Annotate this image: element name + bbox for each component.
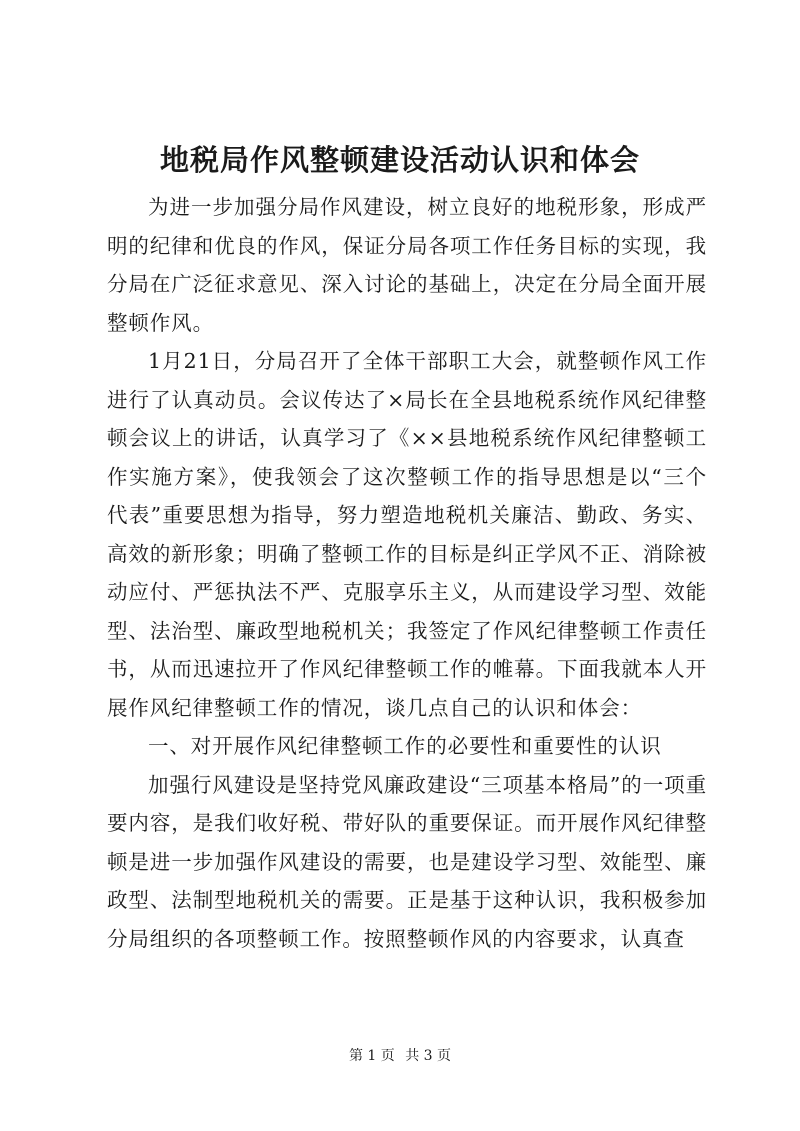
page-number: 第 1 页 [348,1048,395,1064]
document-body [107,188,707,958]
section-heading-1: 一、对开展作风纪律整顿工作的必要性和重要性的认识 [148,734,662,758]
page-footer [0,1046,800,1066]
page-total: 共 3 页 [405,1048,452,1064]
document-title: 地税局作风整顿建设活动认识和体会 [159,143,640,177]
paragraph-intro: 为进一步加强分局作风建设，树立良好的地税形象，形成严明的纪律和优良的作风，保证分局各项工作任务目标的实现，我分局在广泛征求意见、深入讨论的基础上，决定在分局全面开展整顿作风。 [107,195,707,335]
paragraph-meeting: 1月21日，分局召开了全体干部职工大会，就整顿作风工作进行了认真动员。会议传达了×局长在全县地税系统作风纪律整顿会议上的讲话，认真学习了《××县地税系统作风纪律整顿工作实施方案》，使我领会了这次整顿工作的指导思想是以“三个代表”重要思想为指导，努力塑造地税机关廉洁、勤政、务实、高效的新形象；明确了整顿工作的目标是纠正学风不正、消除被动应付、严惩执法不严、克服享乐主义，从而建设学习型、效能型、法治型、廉政型地税机关；我签定了作风纪律整顿工作责任书，从而迅速拉开了作风纪律整顿工作的帷幕。下面我就本人开展作风纪律整顿工作的情况，谈几点自己的认识和体会： [107,349,707,720]
paragraph-importance: 加强行风建设是坚持党风廉政建设“三项基本格局”的一项重要内容，是我们收好税、带好队的重要保证。而开展作风纪律整顿是进一步加强作风建设的需要，也是建设学习型、效能型、廉政型、法制型地税机关的需要。正是基于这种认识，我积极参加分局组织的各项整顿工作。按照整顿作风的内容要求，认真查 [107,772,707,951]
